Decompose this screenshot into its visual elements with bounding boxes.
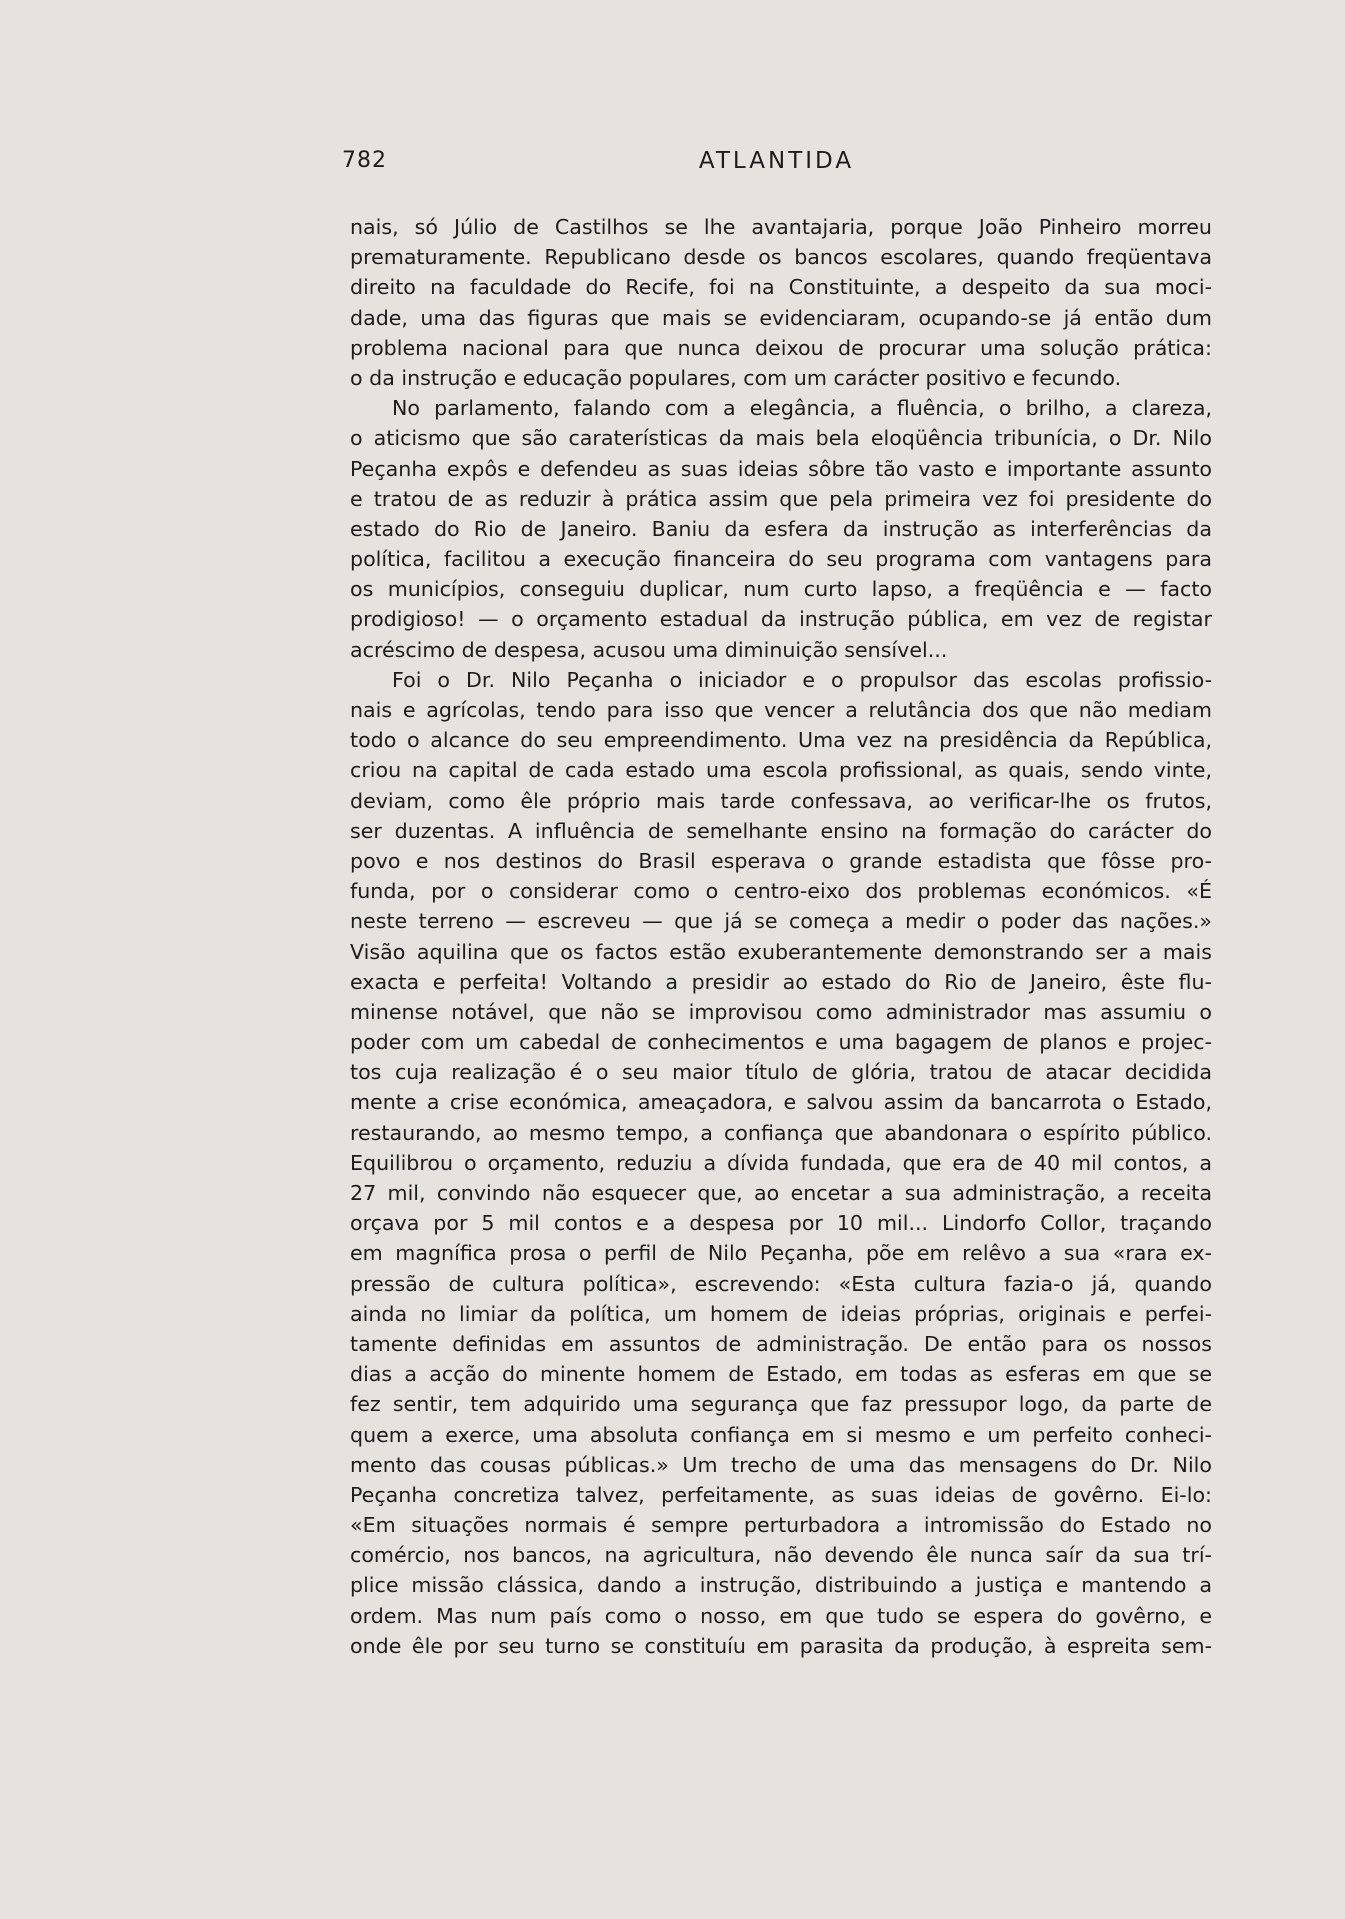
- text-line: ser duzentas. A influência de semelhante ensino na formação do carácter do: [350, 818, 1212, 843]
- text-line: Visão aquilina que os factos estão exuberantemente demonstrando ser a mais: [350, 939, 1212, 964]
- text-line: prematuramente. Republicano desde os bancos escolares, quando freqüentava: [350, 245, 1212, 270]
- text-line: criou na capital de cada estado uma escola profissional, as quais, sendo vinte,: [350, 758, 1212, 783]
- text-line: minense notável, que não se improvisou como administrador mas assumiu o: [350, 999, 1212, 1024]
- body-text: [350, 212, 1212, 1661]
- text-line: o da instrução e educação populares, com um carácter positivo e fecundo.: [350, 365, 1122, 390]
- text-line: quem a exerce, uma absoluta confiança em si mesmo e um perfeito conheci-: [350, 1422, 1212, 1447]
- running-title: ATLANTIDA: [698, 148, 855, 174]
- text-line: onde êle por seu turno se constituíu em parasita da produção, à espreita sem-: [350, 1633, 1212, 1658]
- text-line: nais e agrícolas, tendo para isso que vencer a relutância dos que não mediam: [350, 698, 1212, 722]
- text-line: neste terreno — escreveu — que já se começa a medir o poder das nações.»: [350, 909, 1212, 934]
- text-line: e tratou de as reduzir à prática assim que pela primeira vez foi presidente do: [350, 486, 1212, 511]
- text-line: direito na faculdade do Recife, foi na Constituinte, a despeito da sua moci-: [350, 275, 1212, 300]
- text-line: os municípios, conseguiu duplicar, num curto lapso, a freqüência e — facto: [350, 577, 1212, 602]
- text-line: Equilibrou o orçamento, reduziu a dívida fundada, que era de 40 mil contos, a: [350, 1150, 1212, 1175]
- text-line: Foi o Dr. Nilo Peçanha o iniciador e o propulsor das escolas profissio-: [392, 667, 1212, 692]
- text-line: política, facilitou a execução financeira do seu programa com vantagens para: [350, 547, 1212, 572]
- text-line: acréscimo de despesa, acusou uma diminuição sensível...: [350, 637, 948, 662]
- text-line: 27 mil, convindo não esquecer que, ao encetar a sua administração, a receita: [350, 1181, 1212, 1205]
- text-line: o aticismo que são caraterísticas da mais bela eloqüência tribunícia, o Dr. Nilo: [350, 426, 1212, 451]
- text-line: restaurando, ao mesmo tempo, a confiança que abandonara o espírito público.: [350, 1120, 1212, 1145]
- text-line: pressão de cultura política», escrevendo: «Esta cultura fazia-o já, quando: [350, 1271, 1212, 1296]
- text-line: orçava por 5 mil contos e a despesa por 10 mil... Lindorfo Collor, traçando: [350, 1211, 1212, 1236]
- text-line: funda, por o considerar como o centro-eixo dos problemas económicos. «É: [350, 879, 1212, 904]
- text-line: plice missão clássica, dando a instrução, distribuindo a justiça e mantendo a: [350, 1573, 1212, 1598]
- text-line: No parlamento, falando com a elegância, a fluência, o brilho, a clareza,: [392, 396, 1212, 421]
- text-line: exacta e perfeita! Voltando a presidir ao estado do Rio de Janeiro, êste flu-: [350, 969, 1212, 994]
- page-header: [340, 148, 1213, 182]
- text-line: tamente definidas em assuntos de administração. De então para os nossos: [350, 1331, 1212, 1356]
- text-line: estado do Rio de Janeiro. Baniu da esfera da instrução as interferências da: [350, 516, 1212, 541]
- text-line: problema nacional para que nunca deixou de procurar uma solução prática:: [350, 335, 1212, 360]
- text-line: poder com um cabedal de conhecimentos e uma bagagem de planos e projec-: [350, 1030, 1212, 1055]
- text-line: fez sentir, tem adquirido uma segurança que faz pressupor logo, da parte de: [350, 1392, 1212, 1417]
- text-line: tos cuja realização é o seu maior título de glória, tratou de atacar decidida: [350, 1060, 1212, 1085]
- text-line: dias a acção do minente homem de Estado, em todas as esferas em que se: [350, 1362, 1212, 1387]
- text-line: mente a crise económica, ameaçadora, e salvou assim da bancarrota o Estado,: [350, 1090, 1212, 1115]
- text-line: nais, só Júlio de Castilhos se lhe avantajaria, porque João Pinheiro morreu: [350, 215, 1212, 239]
- page-number: 782: [342, 148, 387, 173]
- text-line: deviam, como êle próprio mais tarde confessava, ao verificar-lhe os frutos,: [350, 788, 1212, 813]
- text-line: ainda no limiar da política, um homem de ideias próprias, originais e perfei-: [350, 1301, 1212, 1326]
- text-line: todo o alcance do seu empreendimento. Uma vez na presidência da República,: [350, 728, 1212, 753]
- text-line: ordem. Mas num país como o nosso, em que tudo se espera do govêrno, e: [350, 1603, 1212, 1628]
- text-line: povo e nos destinos do Brasil esperava o grande estadista que fôsse pro-: [350, 848, 1212, 873]
- text-line: Peçanha expôs e defendeu as suas ideias sôbre tão vasto e importante assunto: [350, 456, 1212, 481]
- text-line: comércio, nos bancos, na agricultura, não devendo êle nunca saír da sua trí-: [350, 1543, 1212, 1568]
- text-line: mento das cousas públicas.» Um trecho de uma das mensagens do Dr. Nilo: [350, 1452, 1212, 1477]
- text-line: prodigioso! — o orçamento estadual da instrução pública, em vez de registar: [350, 607, 1212, 632]
- text-line: Peçanha concretiza talvez, perfeitamente, as suas ideias de govêrno. Ei-lo:: [350, 1482, 1212, 1507]
- text-line: «Em situações normais é sempre perturbadora a intromissão do Estado no: [350, 1513, 1212, 1538]
- text-line: em magnífica prosa o perfil de Nilo Peçanha, põe em relêvo a sua «rara ex-: [350, 1241, 1212, 1266]
- text-line: dade, uma das figuras que mais se evidenciaram, ocupando-se já então dum: [350, 305, 1212, 330]
